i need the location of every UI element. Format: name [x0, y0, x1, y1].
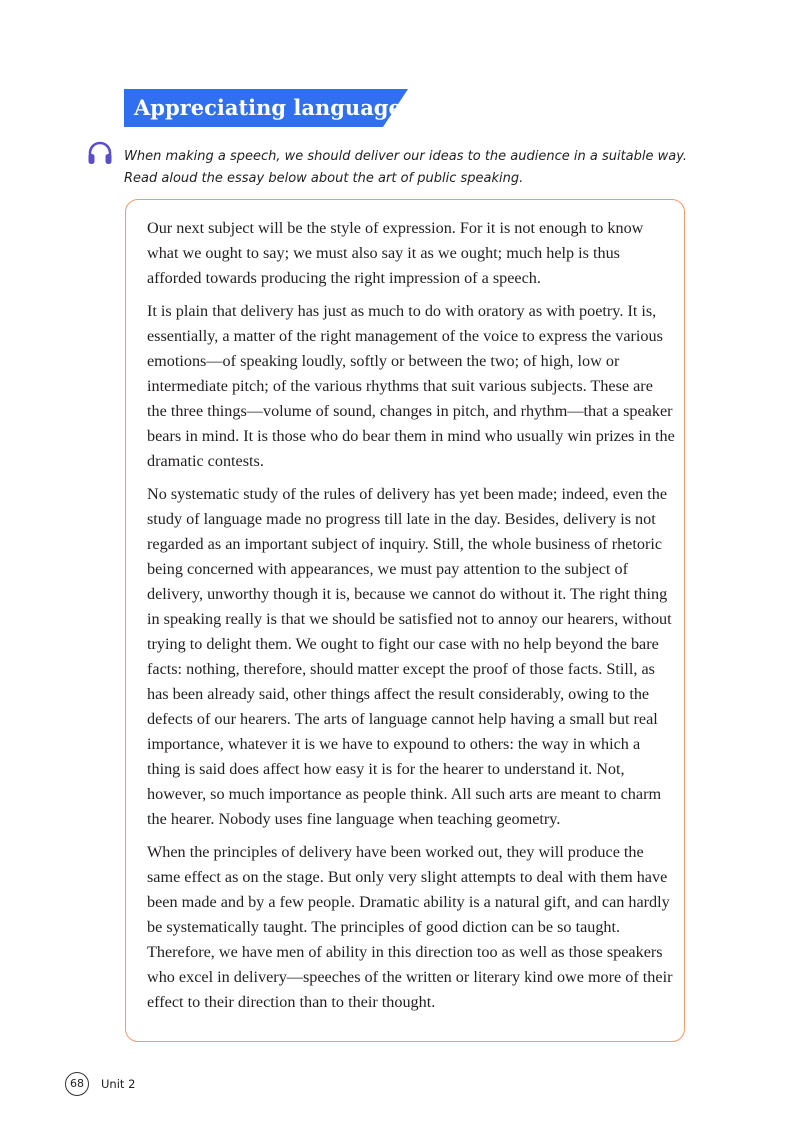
essay-paragraph: It is plain that delivery has just as much to do with oratory as with poetry. It is, essentially, a matter of the right management of the voice to express the various emotions—of speaking loudly, softly or between the two; of high, low or intermediate pitch; of the various rhythms that suit various subjects. These are the three things—volume of sound, changes in pitch, and rhythm—that a speaker bears in mind. It is those who do bear them in mind who usually win prizes in the dramatic contests.: [147, 302, 675, 470]
essay-paragraph: Our next subject will be the style of expression. For it is not enough to know what we ought to say; we must also say it as we ought; much help is thus afforded towards producing the right impression of a speech.: [147, 219, 644, 287]
essay-paragraph: When the principles of delivery have been worked out, they will produce the same effect as on the stage. But only very slight attempts to deal with them have been made and by a few people. Dramatic ability is a natural gift, and can hardly be systematically taught. The principles of good diction can be so taught. Therefore, we have men of ability in this direction too as well as those speakers who excel in delivery—speeches of the written or literary kind owe more of their effect to their direction than to their thought.: [147, 843, 673, 1011]
instruction-text: When making a speech, we should deliver our ideas to the audience in a suitable way. Read aloud the essay below about the art of public speaking.: [124, 149, 688, 186]
headphones-icon: [86, 139, 114, 167]
unit-label: Unit 2: [101, 1077, 136, 1091]
page-number: 68: [65, 1072, 89, 1096]
essay-paragraph: No systematic study of the rules of delivery has yet been made; indeed, even the study of language made no progress till late in the day. Besides, delivery is not regarded as an important subject of inquiry. Still, the whole business of rhetoric being concerned with appearances, we must pay attention to the subject of delivery, unworthy though it is, because we cannot do without it. The right thing in speaking really is that we should be satisfied not to annoy our hearers, without trying to delight them. We ought to fight our case with no help beyond the bare facts: nothing, therefore, should matter except the proof of those facts. Still, as has been already said, other things affect the result considerably, owing to the defects of our hearers. The arts of language cannot help having a small but real importance, whatever it is we have to expound to others: the way in which a thing is said does affect how easy it is for the hearer to understand it. Not, however, so much importance as people think. All such arts are meant to charm the hearer. Nobody uses fine language when teaching geometry.: [147, 485, 672, 828]
section-title: Appreciating language: [134, 95, 402, 120]
essay-body: [147, 216, 675, 1023]
section-banner: [124, 89, 408, 127]
